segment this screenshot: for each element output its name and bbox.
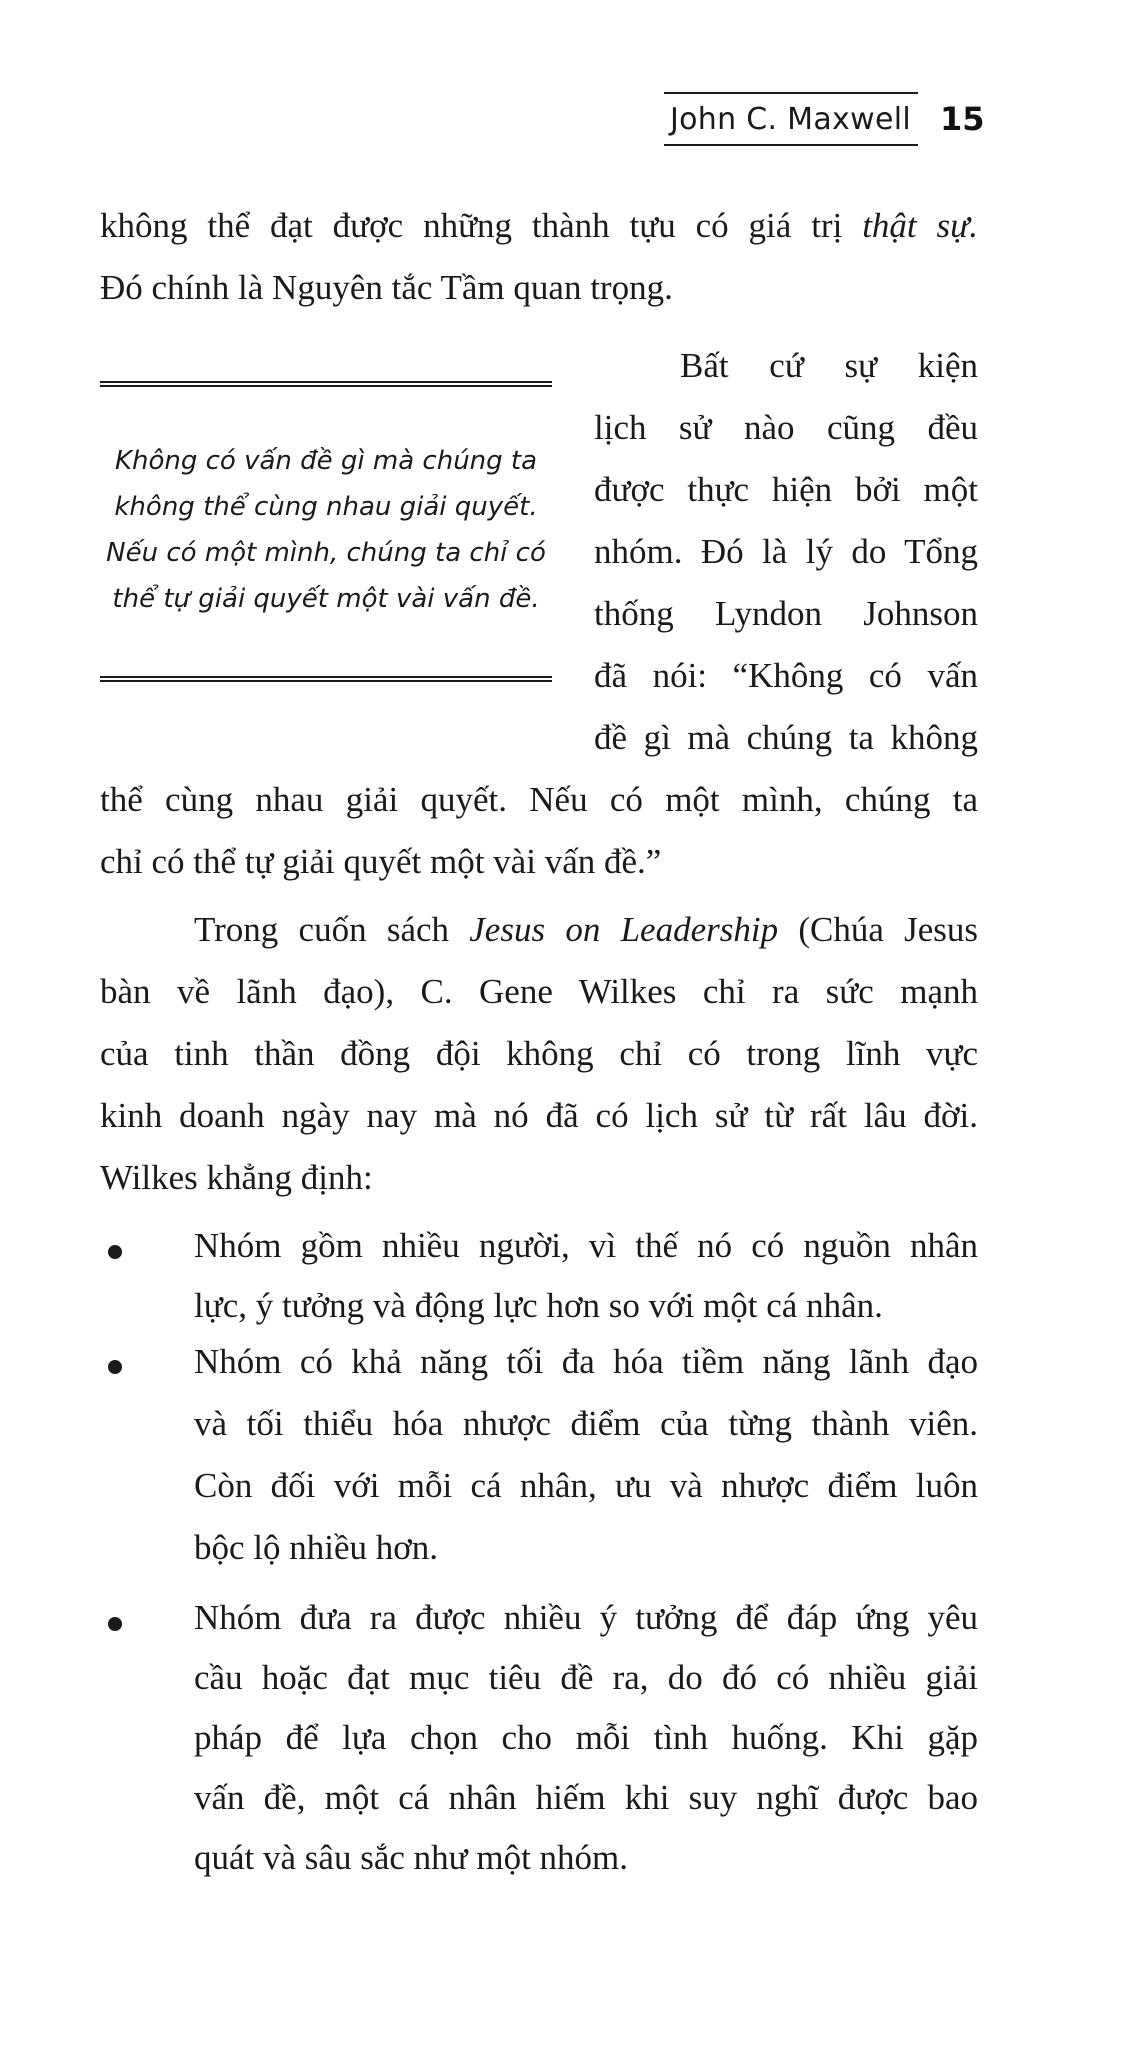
side-line-5: thống Lyndon Johnson xyxy=(594,594,978,633)
bullet-2-line-4: bộc lộ nhiều hơn. xyxy=(194,1528,439,1567)
side-line-7: đề gì mà chúng ta không xyxy=(594,718,978,757)
book-title: Jesus on Leadership xyxy=(469,910,779,949)
side-line-6: đã nói: “Không có vấn xyxy=(594,656,978,695)
bullet-3-line-3: pháp để lựa chọn cho mỗi tình huống. Khi gặp xyxy=(194,1718,978,1757)
bullet-3-line-1: Nhóm đưa ra được nhiều ý tưởng để đáp ứng yêu xyxy=(194,1598,978,1637)
running-header xyxy=(664,92,984,148)
pull-quote-line: thể tự giải quyết một vài vấn đề. xyxy=(112,584,540,614)
pull-quote-line: Nếu có một mình, chúng ta chỉ có xyxy=(106,538,546,568)
paragraph-2-line-5: Wilkes khẳng định: xyxy=(100,1158,373,1197)
pull-quote-rule-bottom xyxy=(100,676,552,682)
header-rule-bottom xyxy=(664,144,918,146)
header-author: John C. Maxwell xyxy=(670,102,911,137)
pull-quote-rule-top xyxy=(100,381,552,387)
side-line-4: nhóm. Đó là lý do Tổng xyxy=(594,532,978,571)
paragraph-2-line-1 xyxy=(194,908,978,952)
bullet-2-line-2: và tối thiểu hóa nhược điểm của từng thành viên. xyxy=(194,1404,978,1443)
paragraph-2-line-2: bàn về lãnh đạo), C. Gene Wilkes chỉ ra sức mạnh xyxy=(100,972,978,1011)
bullet-2-line-1: Nhóm có khả năng tối đa hóa tiềm năng lãnh đạo xyxy=(194,1342,978,1381)
paragraph-2-line-3: của tinh thần đồng đội không chỉ có trong lĩnh vực xyxy=(100,1034,978,1073)
bullet-dot xyxy=(108,1245,122,1259)
bullet-2-line-3: Còn đối với mỗi cá nhân, ưu và nhược điểm luôn xyxy=(194,1466,978,1505)
paragraph-2-line-4: kinh doanh ngày nay mà nó đã có lịch sử từ rất lâu đời. xyxy=(100,1096,978,1135)
page-number: 15 xyxy=(940,100,985,138)
pull-quote-line: không thể cùng nhau giải quyết. xyxy=(114,492,538,522)
bullet-dot xyxy=(108,1617,122,1631)
opening-line-1 xyxy=(100,204,978,248)
pull-quote-line: Không có vấn đề gì mà chúng ta xyxy=(114,446,538,476)
bullet-3-line-2: cầu hoặc đạt mục tiêu đề ra, do đó có nhiều giải xyxy=(194,1658,978,1697)
bullet-1-line-2: lực, ý tưởng và động lực hơn so với một cá nhân. xyxy=(194,1286,883,1325)
opening-line-2: Đó chính là Nguyên tắc Tầm quan trọng. xyxy=(100,268,673,307)
side-line-2: lịch sử nào cũng đều xyxy=(594,408,978,447)
opening-text: không thể đạt được những thành tựu có giá trị xyxy=(100,206,863,245)
bullet-dot xyxy=(108,1360,122,1374)
bullet-3-line-4: vấn đề, một cá nhân hiếm khi suy nghĩ được bao xyxy=(194,1778,978,1817)
header-rule-top xyxy=(664,92,918,94)
paragraph-2-text: (Chúa Jesus xyxy=(778,910,979,949)
paragraph-2-text: Trong cuốn sách xyxy=(194,910,470,949)
opening-emphasis: thật sự. xyxy=(862,206,978,245)
side-line-3: được thực hiện bởi một xyxy=(594,470,978,509)
pull-quote xyxy=(100,438,552,622)
side-line-1: Bất cứ sự kiện xyxy=(680,346,978,385)
bullet-3-line-5: quát và sâu sắc như một nhóm. xyxy=(194,1838,629,1877)
continuation-line-1: thể cùng nhau giải quyết. Nếu có một mình, chúng ta xyxy=(100,780,978,819)
bullet-1-line-1: Nhóm gồm nhiều người, vì thế nó có nguồn nhân xyxy=(194,1226,978,1265)
continuation-line-2: chỉ có thể tự giải quyết một vài vấn đề.” xyxy=(100,842,662,881)
